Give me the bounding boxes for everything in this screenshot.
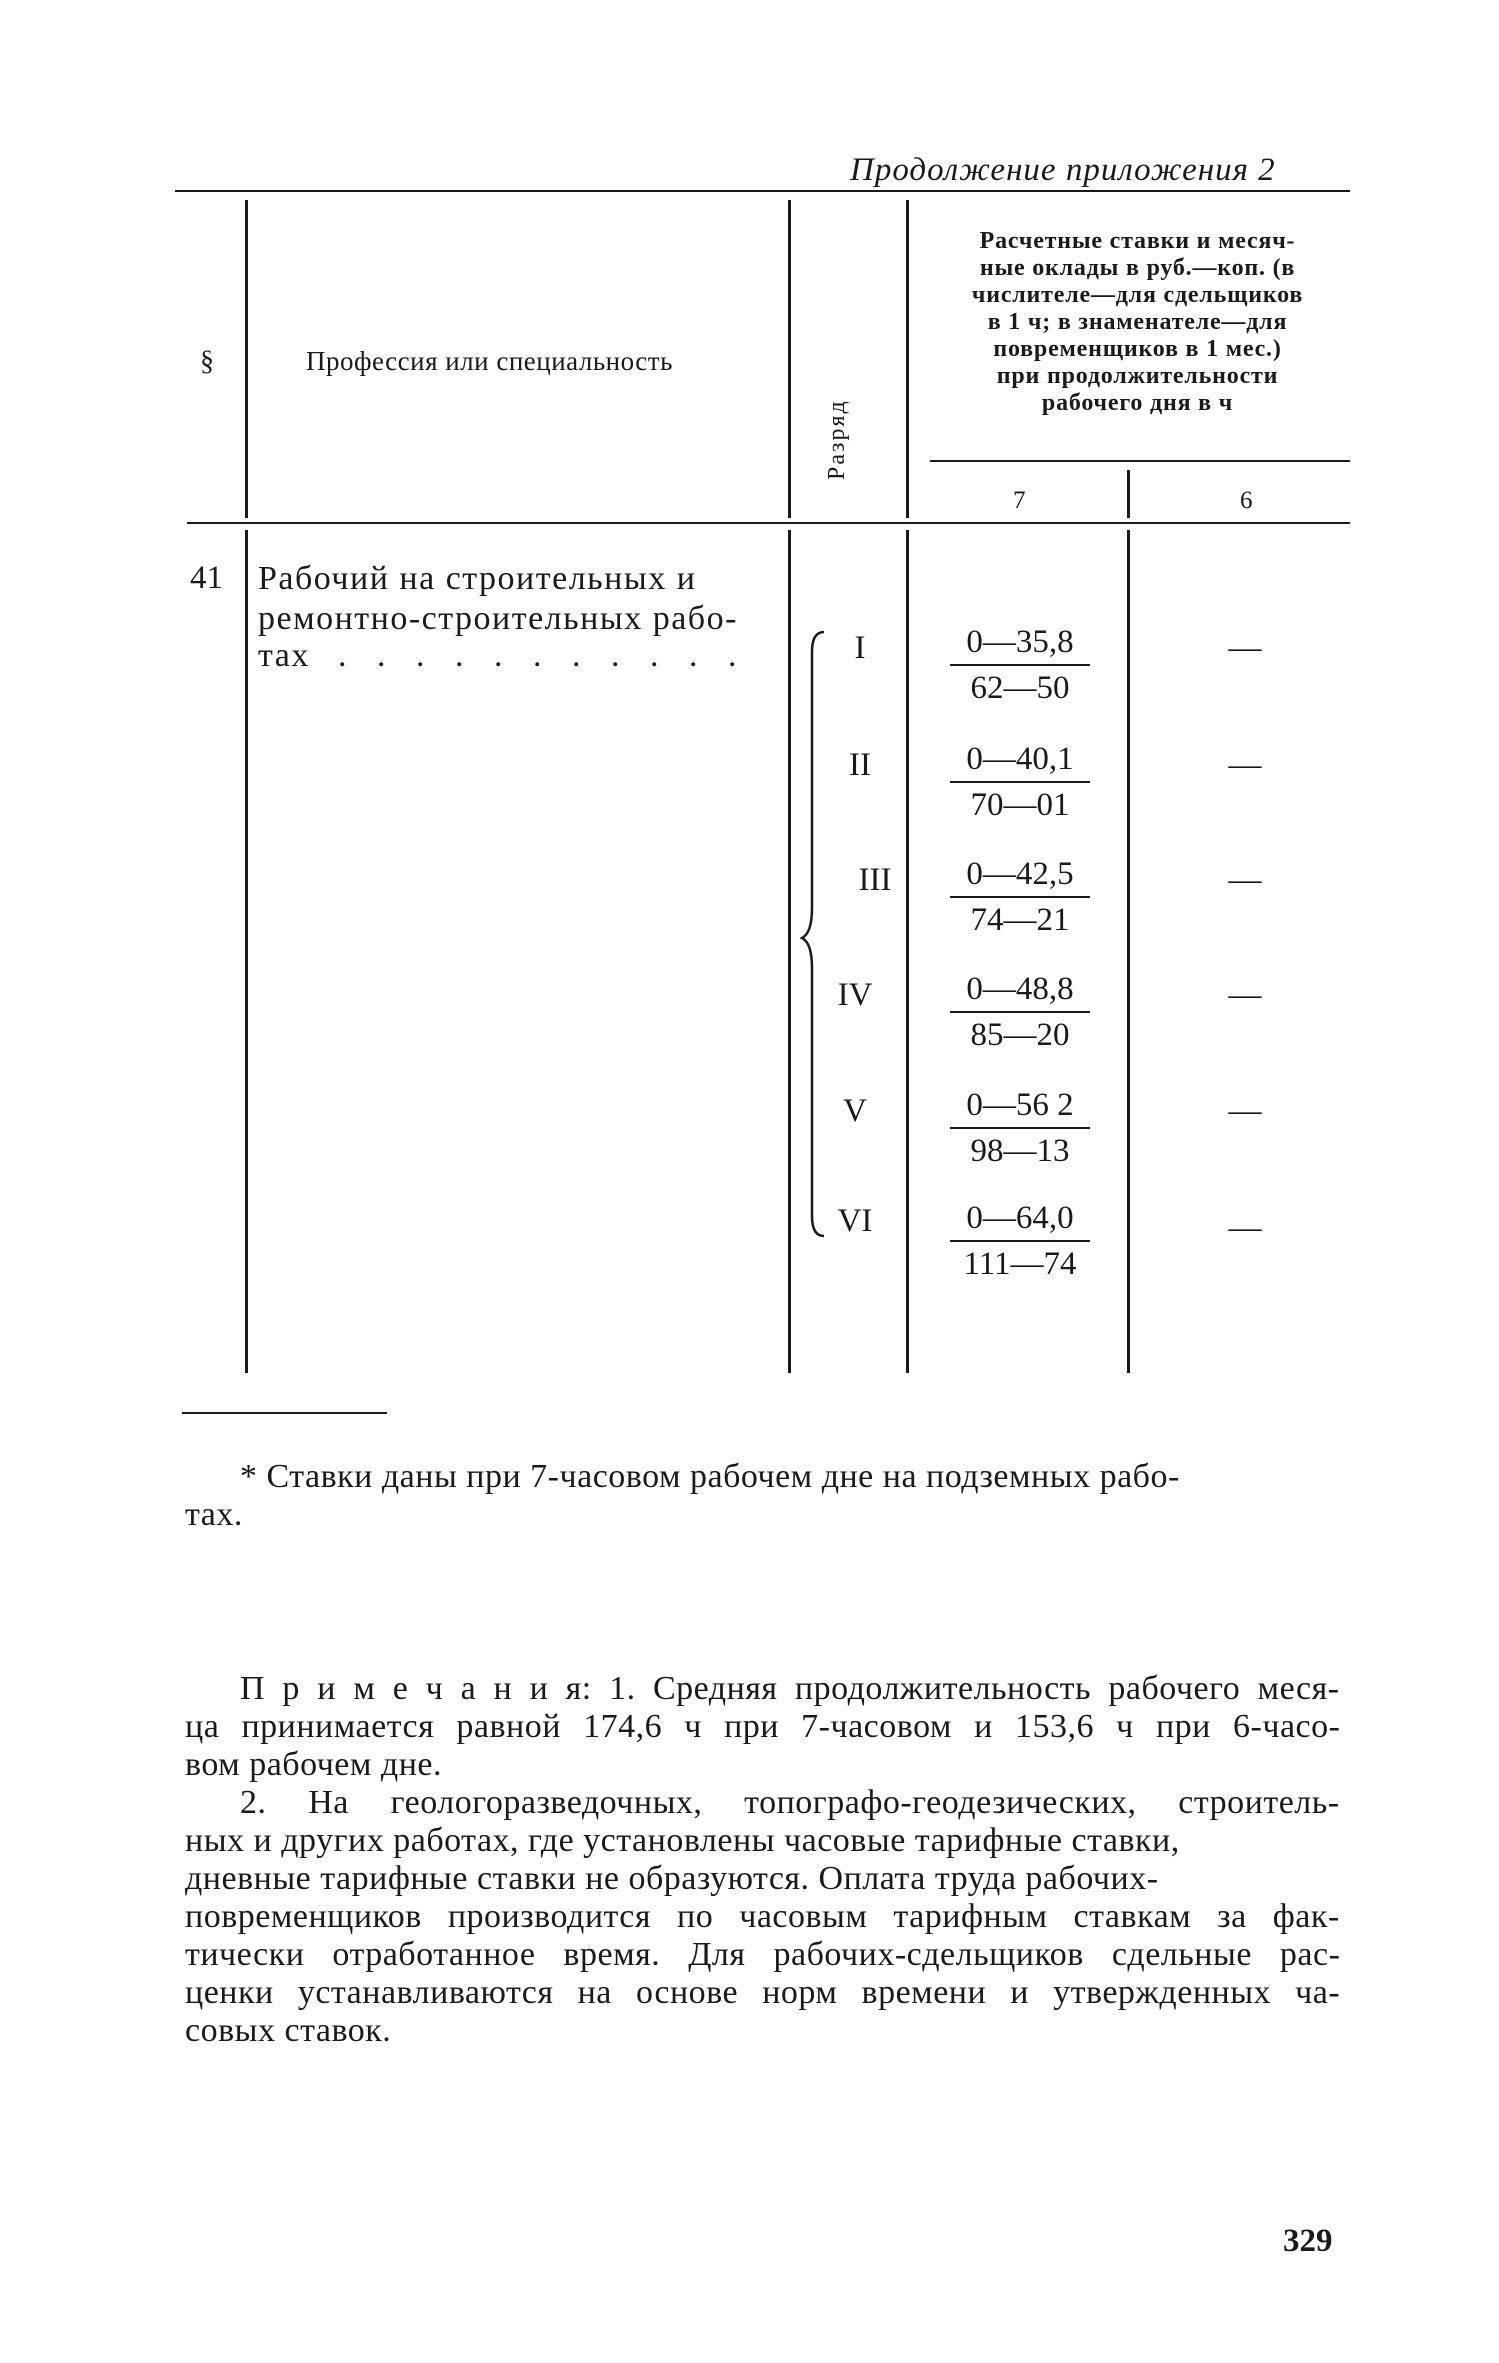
row-number: 41 — [190, 560, 223, 596]
notes-line: П р и м е ч а н и я: 1. Средняя продолжительность рабочего меся- — [240, 1670, 1340, 1707]
grade-label: VI — [837, 1203, 873, 1239]
rates-header-line: рабочего дня в ч — [1041, 390, 1234, 416]
col-rule-profession — [245, 200, 248, 518]
paragraph-column-header: § — [200, 346, 214, 377]
rates-column-header — [930, 228, 1345, 417]
rate-numerator: 0—56 2 — [966, 1087, 1074, 1123]
fraction-bar — [950, 896, 1090, 898]
notes-line: ных и других работах, где установлены часовые тарифные ставки, — [185, 1822, 1180, 1859]
col-rule-hours-split — [1127, 470, 1130, 518]
grade-label: III — [858, 862, 892, 898]
notes-line: повременщиков производится по часовым тарифным ставкам за фак- — [185, 1898, 1340, 1935]
rate-denominator: 98—13 — [970, 1133, 1070, 1169]
rates-header-line: при продолжительности — [996, 363, 1279, 389]
rate-denominator: 70—01 — [970, 787, 1070, 823]
six-hour-value: — — [1228, 1093, 1262, 1129]
table-top-rule — [175, 190, 1350, 192]
six-hour-value: — — [1228, 1210, 1262, 1246]
rates-header-line: в 1 ч; в знаменателе—для — [987, 309, 1288, 335]
profession-column-header: Профессия или специальность — [306, 346, 673, 376]
six-hour-value: — — [1228, 862, 1262, 898]
col-rule-rates — [906, 200, 909, 518]
fraction-bar — [950, 781, 1090, 783]
rate-numerator: 0—40,1 — [966, 741, 1074, 777]
notes-line: дневные тарифные ставки не образуются. Оплата труда рабочих- — [185, 1860, 1159, 1897]
body-rule-hours-split — [1127, 530, 1130, 1373]
grade-label: I — [854, 630, 866, 666]
body-rule-profession — [245, 530, 248, 1373]
fraction-bar — [950, 1127, 1090, 1129]
fraction-bar — [950, 1240, 1090, 1242]
footnote-line: тах. — [185, 1496, 243, 1533]
rates-header-line: числителе—для сдельщиков — [971, 282, 1304, 308]
body-rule-grade — [788, 530, 791, 1373]
six-hour-column-header: 6 — [1240, 487, 1253, 514]
grade-label: II — [849, 747, 871, 783]
leader-dots: . . . . . . . . . . . — [338, 637, 748, 674]
body-rule-rates — [906, 530, 909, 1373]
rates-subheader-rule — [930, 460, 1350, 462]
rate-numerator: 0—64,0 — [966, 1200, 1074, 1236]
rate-denominator: 111—74 — [963, 1246, 1077, 1282]
notes-line: вом рабочем дне. — [185, 1746, 442, 1783]
header-bottom-rule — [187, 522, 1350, 524]
fraction-bar — [950, 664, 1090, 666]
footnote-rule — [182, 1412, 387, 1414]
profession-line: ремонтно-строительных рабо- — [258, 600, 738, 637]
six-hour-value: — — [1228, 747, 1262, 783]
grade-label: V — [843, 1093, 867, 1129]
grade-brace — [800, 628, 830, 1240]
rates-header-line: Расчетные ставки и месяч- — [979, 228, 1296, 254]
seven-hour-column-header: 7 — [1013, 487, 1026, 514]
page-number: 329 — [1283, 2223, 1333, 2259]
rate-denominator: 85—20 — [970, 1017, 1070, 1053]
notes-line: тически отработанное время. Для рабочих-сдельщиков сдельные рас- — [185, 1936, 1341, 1973]
footnote-line: * Ставки даны при 7-часовом рабочем дне на подземных рабо- — [240, 1458, 1180, 1495]
six-hour-value: — — [1228, 977, 1262, 1013]
grade-column-header: Разряд — [824, 399, 850, 480]
col-rule-grade — [788, 200, 791, 518]
rate-fraction — [950, 1085, 1090, 1171]
continuation-header: Продолжение приложения 2 — [850, 152, 1276, 188]
rate-fraction — [950, 854, 1090, 940]
rates-header-line: повременщиков в 1 мес.) — [993, 336, 1282, 362]
rate-fraction — [950, 622, 1090, 708]
rate-numerator: 0—48,8 — [966, 971, 1074, 1007]
rate-denominator: 74—21 — [970, 902, 1070, 938]
six-hour-value: — — [1228, 630, 1262, 666]
rate-denominator: 62—50 — [970, 670, 1070, 706]
profession-line: тах — [258, 637, 310, 674]
notes-line: совых ставок. — [185, 2012, 392, 2049]
rate-numerator: 0—42,5 — [966, 856, 1074, 892]
rate-numerator: 0—35,8 — [966, 624, 1074, 660]
notes-line: ца принимается равной 174,6 ч при 7-часовом и 153,6 ч при 6-часо- — [185, 1708, 1341, 1745]
notes-line: ценки устанавливаются на основе норм времени и утвержденных ча- — [185, 1974, 1341, 2011]
rate-fraction — [950, 1198, 1090, 1284]
rate-fraction — [950, 969, 1090, 1055]
rates-header-line: ные оклады в руб.—коп. (в — [979, 255, 1296, 281]
rate-fraction — [950, 739, 1090, 825]
fraction-bar — [950, 1011, 1090, 1013]
notes-line: 2. На геологоразведочных, топографо-геодезических, строитель- — [240, 1784, 1340, 1821]
grade-label: IV — [837, 977, 873, 1013]
profession-line: Рабочий на строительных и — [258, 560, 697, 597]
